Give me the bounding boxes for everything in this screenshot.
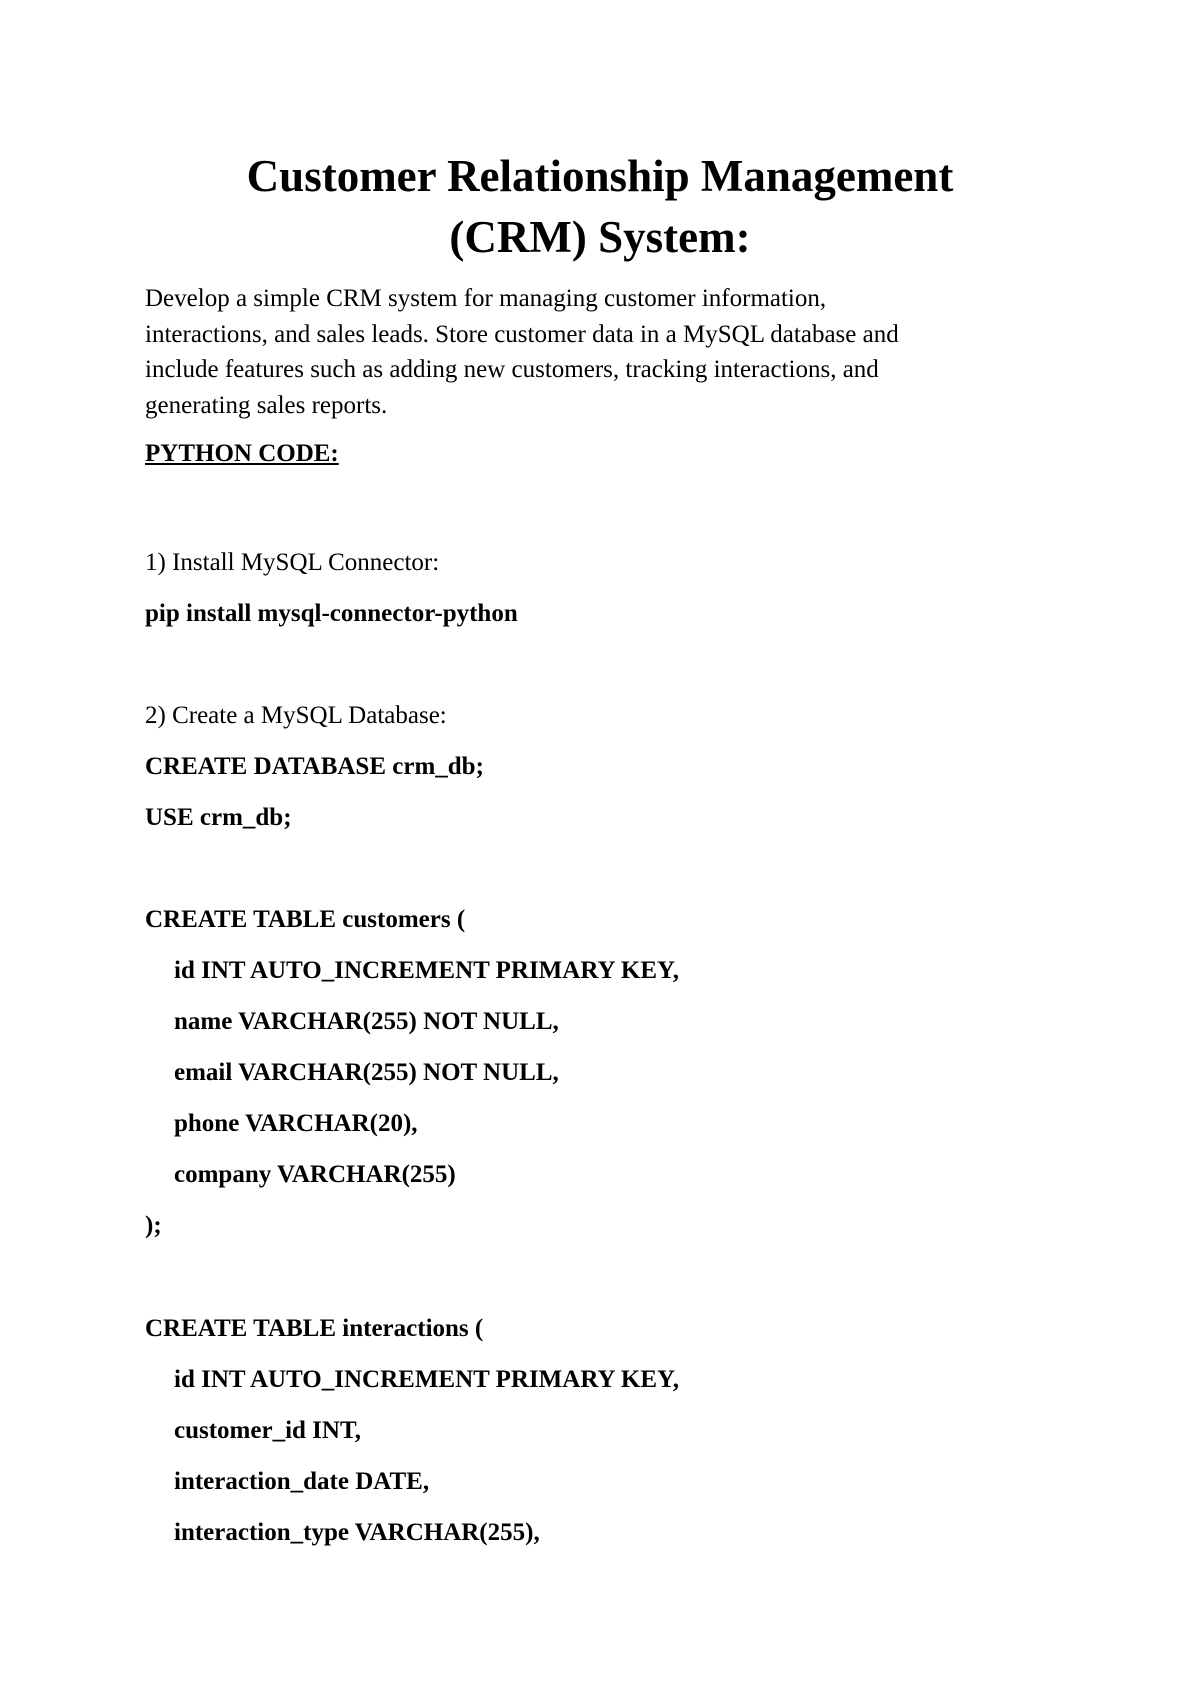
step-1-label: 1) Install MySQL Connector: bbox=[145, 549, 440, 576]
intro-paragraph bbox=[145, 281, 1045, 423]
intro-line: generating sales reports. bbox=[145, 391, 388, 419]
intro-line: Develop a simple CRM system for managing customer information, bbox=[145, 285, 827, 312]
interactions-column-id: id INT AUTO_INCREMENT PRIMARY KEY, bbox=[174, 1366, 680, 1393]
customers-table-open: CREATE TABLE customers ( bbox=[145, 906, 466, 933]
interactions-column-customer-id: customer_id INT, bbox=[174, 1417, 362, 1444]
intro-line: include features such as adding new customers, tracking interactions, and bbox=[145, 356, 879, 383]
interactions-table-open: CREATE TABLE interactions ( bbox=[145, 1315, 484, 1342]
customers-table-close: ); bbox=[145, 1212, 162, 1239]
sql-use-database: USE crm_db; bbox=[145, 804, 292, 831]
document-title-line-2: (CRM) System: bbox=[449, 212, 751, 262]
document-title-line-1: Customer Relationship Management bbox=[246, 151, 954, 201]
customers-column-company: company VARCHAR(255) bbox=[174, 1161, 456, 1188]
step-1-command: pip install mysql-connector-python bbox=[145, 600, 518, 627]
section-heading: PYTHON CODE: bbox=[145, 440, 339, 467]
interactions-column-interaction-type: interaction_type VARCHAR(255), bbox=[174, 1519, 540, 1546]
customers-column-email: email VARCHAR(255) NOT NULL, bbox=[174, 1059, 559, 1086]
customers-column-id: id INT AUTO_INCREMENT PRIMARY KEY, bbox=[174, 957, 680, 984]
step-2-label: 2) Create a MySQL Database: bbox=[145, 702, 447, 729]
interactions-column-interaction-date: interaction_date DATE, bbox=[174, 1468, 430, 1495]
customers-column-name: name VARCHAR(255) NOT NULL, bbox=[174, 1008, 559, 1035]
intro-line: interactions, and sales leads. Store customer data in a MySQL database and bbox=[145, 320, 899, 348]
sql-create-database: CREATE DATABASE crm_db; bbox=[145, 753, 484, 780]
customers-column-phone: phone VARCHAR(20), bbox=[174, 1110, 418, 1137]
